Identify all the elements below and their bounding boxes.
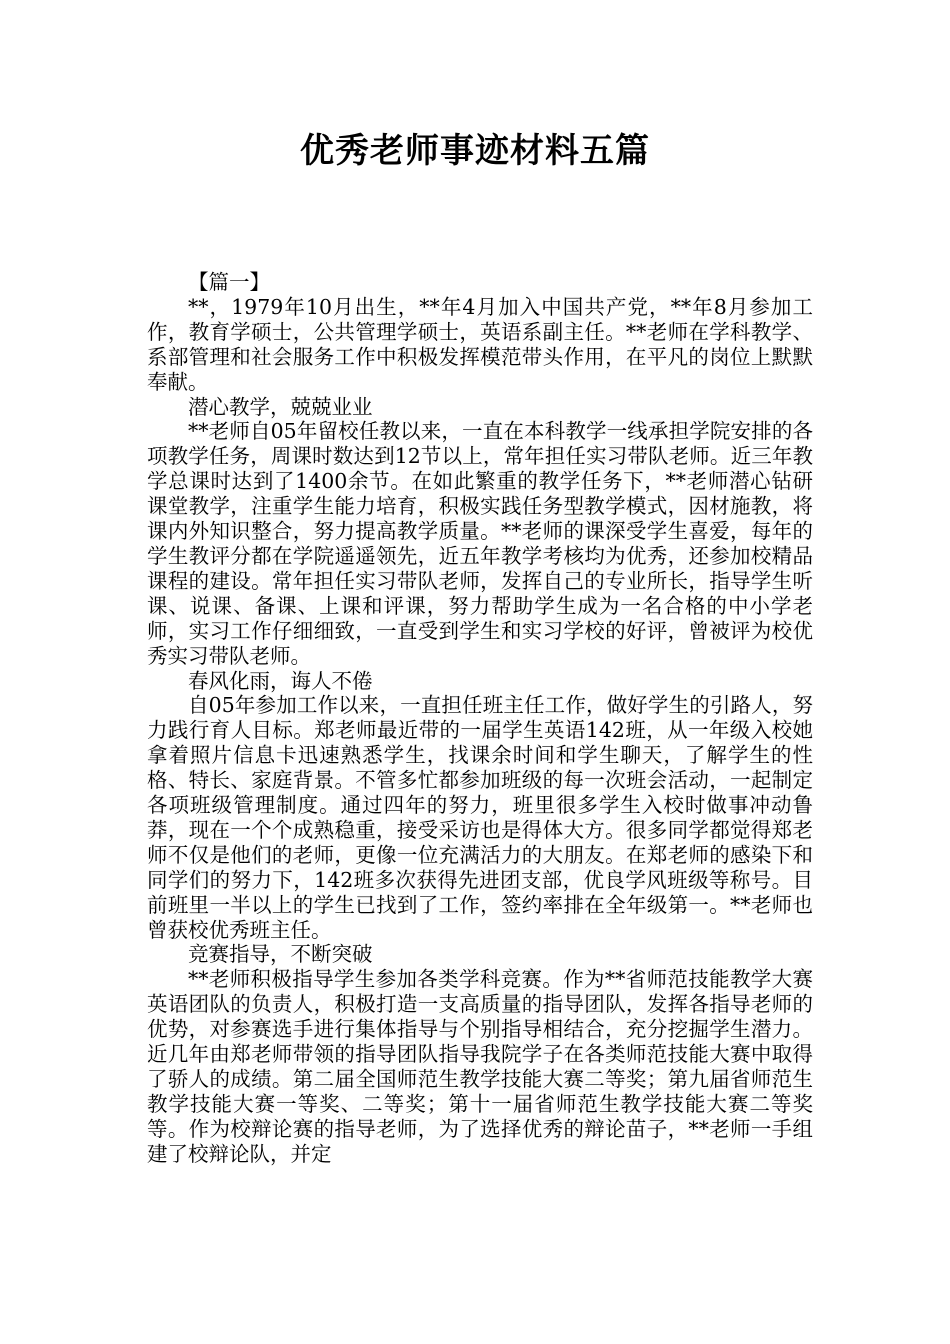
document-body	[147, 270, 813, 1167]
paragraph: **，1979年10月出生，**年4月加入中国共产党，**年8月参加工作，教育学硕士，公共管理学硕士，英语系副主任。**老师在学科教学、系部管理和社会服务工作中积极发挥模范带头作用，在平凡的岗位上默默奉献。	[147, 294, 813, 394]
paragraph: **老师自05年留校任教以来，一直在本科教学一线承担学院安排的各项教学任务，周课时数达到12节以上，常年担任实习带队老师。近三年教学总课时达到了1400余节。在如此繁重的教学任务下，**老师潜心钻研课堂教学，注重学生能力培育，积极实践任务型教学模式，因材施教，将课内外知识整合，努力提高教学质量。**老师的课深受学生喜爱，每年的学生教评分都在学院遥遥领先，近五年教学考核均为优秀，还参加校精品课程的建设。常年担任实习带队老师，发挥自己的专业所长，指导学生听课、说课、备课、上课和评课，努力帮助学生成为一名合格的中小学老师，实习工作仔细细致，一直受到学生和实习学校的好评，曾被评为校优秀实习带队老师。	[147, 419, 813, 668]
paragraph: 自05年参加工作以来，一直担任班主任工作，做好学生的引路人，努力践行育人目标。郑老师最近带的一届学生英语142班，从一年级入校她拿着照片信息卡迅速熟悉学生，找课余时间和学生聊天，了解学生的性格、特长、家庭背景。不管多忙都参加班级的每一次班会活动，一起制定各项班级管理制度。通过四年的努力，班里很多学生入校时做事冲动鲁莽，现在一个个成熟稳重，接受采访也是得体大方。很多同学都觉得郑老师不仅是他们的老师，更像一位充满活力的大朋友。在郑老师的感染下和同学们的努力下，142班多次获得先进团支部，优良学风班级等称号。目前班里一半以上的学生已找到了工作，签约率排在全年级第一。**老师也曾获校优秀班主任。	[147, 693, 813, 942]
section-heading: 竞赛指导，不断突破	[188, 942, 373, 967]
page-title: 优秀老师事迹材料五篇	[300, 131, 650, 171]
section-heading: 春风化雨，诲人不倦	[188, 668, 373, 693]
paragraph: **老师积极指导学生参加各类学科竞赛。作为**省师范技能教学大赛英语团队的负责人，积极打造一支高质量的指导团队，发挥各指导老师的优势，对参赛选手进行集体指导与个别指导相结合，充分挖掘学生潜力。近几年由郑老师带领的指导团队指导我院学子在各类师范技能大赛中取得了骄人的成绩。第二届全国师范生教学技能大赛二等奖；第九届省师范生教学技能大赛一等奖、二等奖；第十一届省师范生教学技能大赛二等奖等。作为校辩论赛的指导老师，为了选择优秀的辩论苗子，**老师一手组建了校辩论队，并定	[147, 967, 813, 1166]
section-heading: 潜心教学，兢兢业业	[188, 394, 373, 419]
section-label: 【篇一】	[188, 270, 270, 294]
